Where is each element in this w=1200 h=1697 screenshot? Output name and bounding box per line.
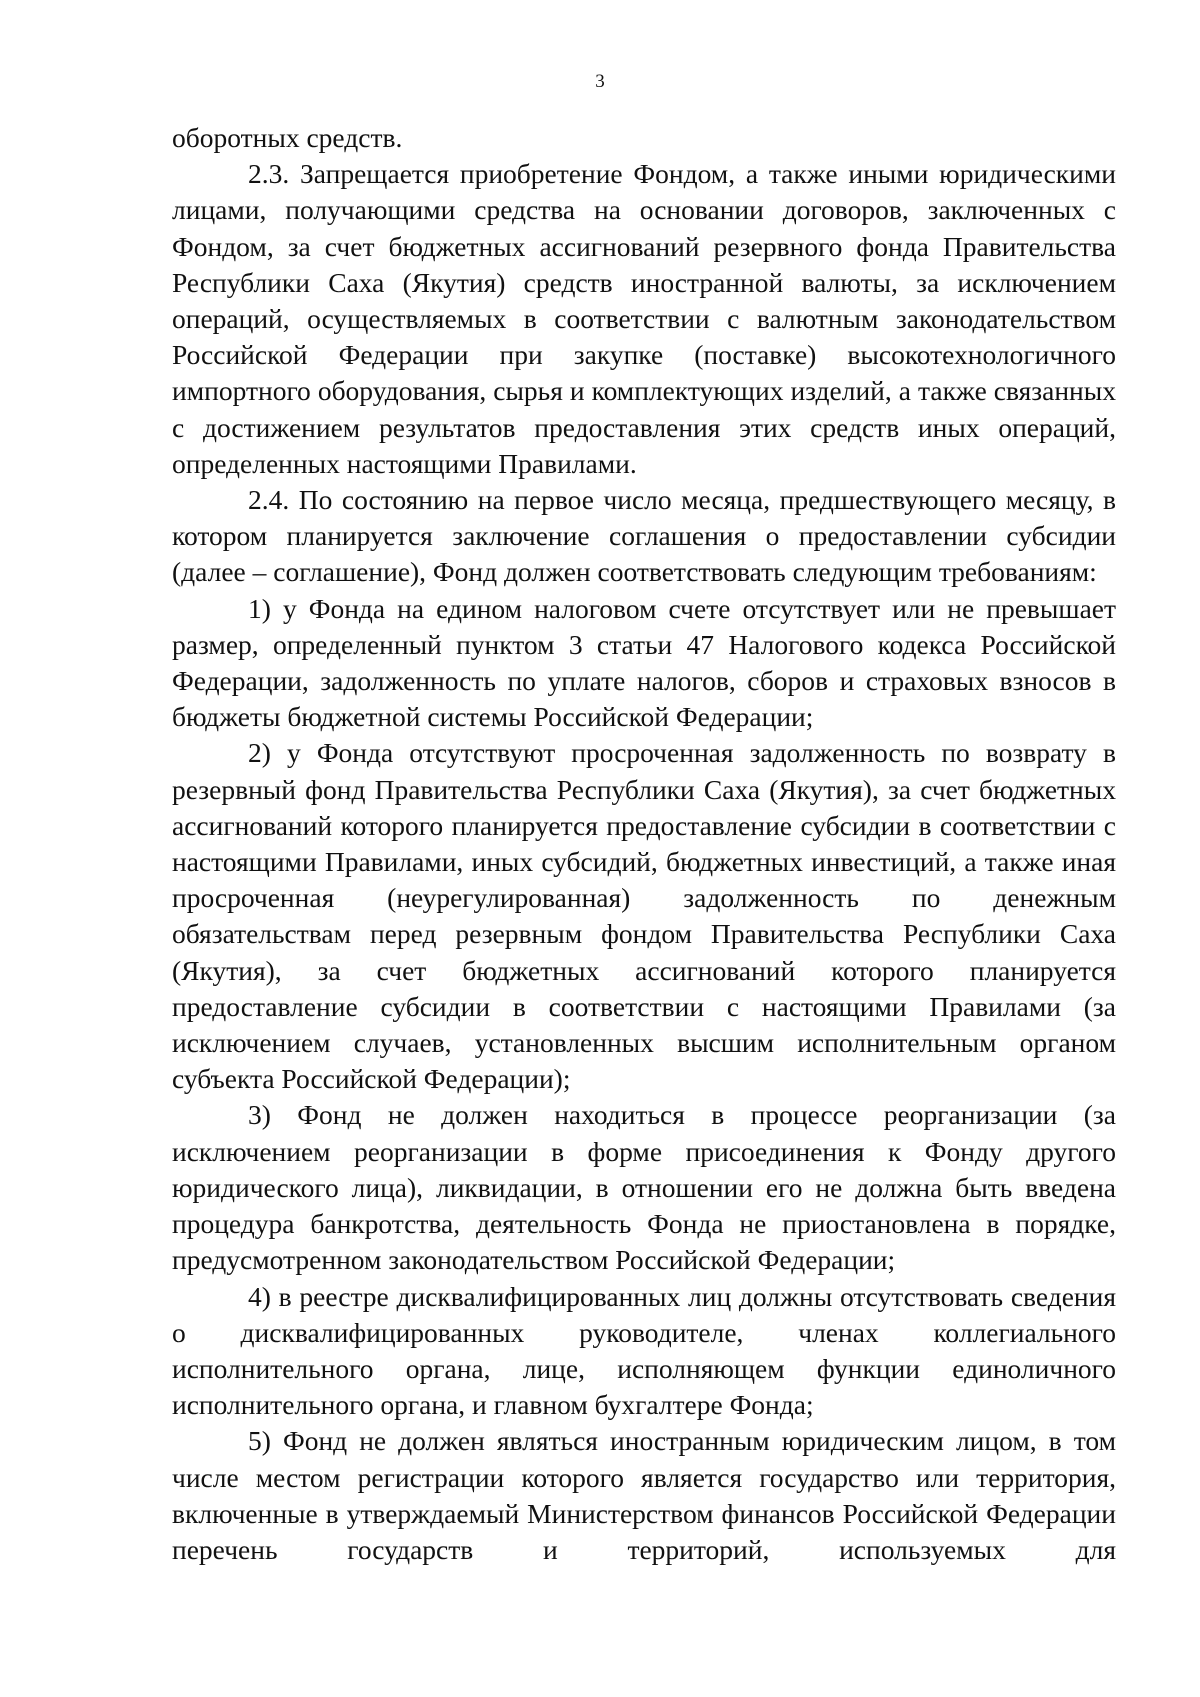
list-item-5: 5) Фонд не должен являться иностранным юридическим лицом, в том числе местом регистрации которого является государство или территория, включенные в утверждаемый Министерством финансов Российской Федерации перечень государств и территорий, используемых для: [172, 1425, 1116, 1565]
list-item-4: 4) в реестре дисквалифицированных лиц должны отсутствовать сведения о дисквалифицированных руководителе, членах коллегиального исполнительного органа, лице, исполняющем функции единоличного исполнительного органа, и главном бухгалтере Фонда;: [172, 1280, 1116, 1421]
paragraph-2-4: 2.4. По состоянию на первое число месяца, предшествующего месяцу, в котором планируется заключение соглашения о предоставлении субсидии (далее – соглашение), Фонд должен соответствовать следующим требованиям:: [172, 484, 1116, 588]
paragraph-2-3: 2.3. Запрещается приобретение Фондом, а также иными юридическими лицами, получающими средства на основании договоров, заключенных с Фондом, за счет бюджетных ассигнований резервного фонда Правительства Республики Саха (Якутия) средств иностранной валюты, за исключением операций, осуществляемых в соответствии с валютным законодательством Российской Федерации при закупке (поставке) высокотехнологичного импортного оборудования, сырья и комплектующих изделий, а также связанных с достижением результатов предоставления этих средств иных операций, определенных настоящими Правилами.: [172, 158, 1116, 479]
paragraph-continuation: оборотных средств.: [172, 122, 403, 153]
page-number: 3: [595, 71, 605, 92]
document-body: [172, 120, 1116, 1568]
list-item-2: 2) у Фонда отсутствуют просроченная задолженность по возврату в резервный фонд Правительства Республики Саха (Якутия), за счет бюджетных ассигнований которого планируется предоставление субсидии в соответствии с настоящими Правилами, иных субсидий, бюджетных инвестиций, а также иная просроченная (неурегулированная) задолженность по денежным обязательствам перед резервным фондом Правительства Республики Саха (Якутия), за счет бюджетных ассигнований которого планируется предоставление субсидии в соответствии с настоящими Правилами (за исключением случаев, установленных высшим исполнительным органом субъекта Российской Федерации);: [172, 737, 1116, 1095]
list-item-3: 3) Фонд не должен находиться в процессе реорганизации (за исключением реорганизации в форме присоединения к Фонду другого юридического лица), ликвидации, в отношении его не должна быть введена процедура банкротства, деятельность Фонда не приостановлена в порядке, предусмотренном законодательством Российской Федерации;: [172, 1099, 1116, 1276]
list-item-1: 1) у Фонда на едином налоговом счете отсутствует или не превышает размер, определенный пунктом 3 статьи 47 Налогового кодекса Российской Федерации, задолженность по уплате налогов, сборов и страховых взносов в бюджеты бюджетной системы Российской Федерации;: [172, 592, 1116, 733]
